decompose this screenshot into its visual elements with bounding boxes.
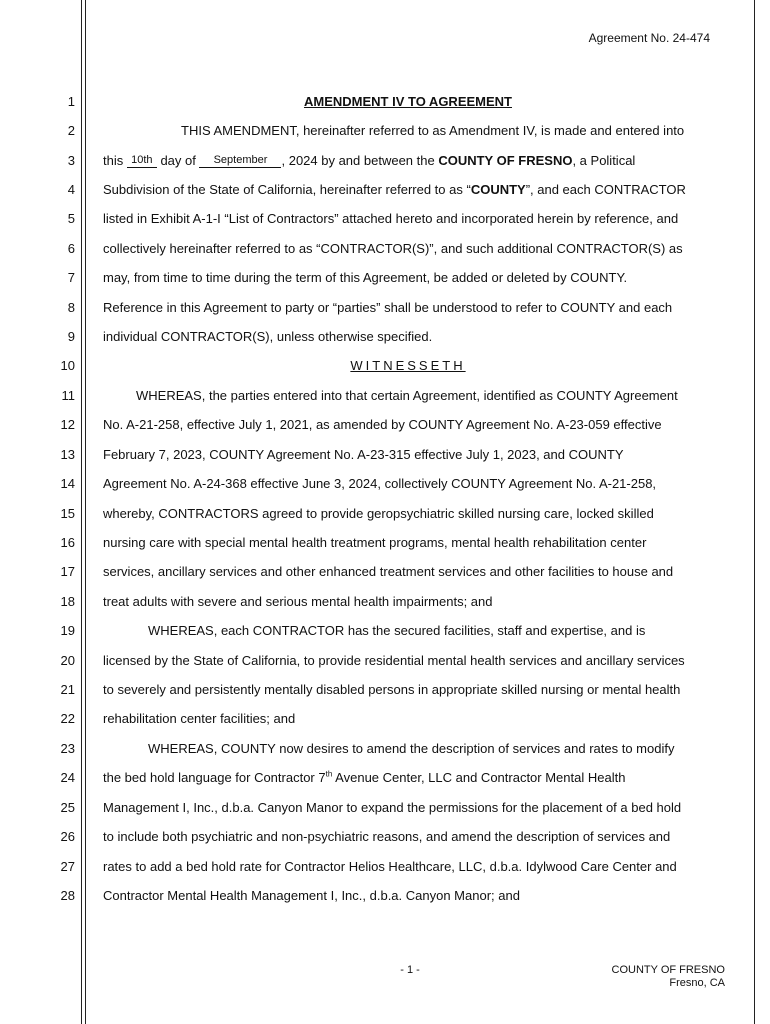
line-number: 5 — [67, 211, 75, 226]
line-number: 8 — [67, 300, 75, 315]
body-line-2: THIS AMENDMENT, hereinafter referred to as Amendment IV, is made and entered into — [181, 123, 685, 138]
body-line-17: services, ancillary services and other enhanced treatment services and other facilities to house and — [103, 564, 674, 579]
county-name: COUNTY OF FRESNO — [438, 153, 573, 168]
body-line-3: this 10th day of September , 2024 by and between the COUNTY OF FRESNO, a Political — [103, 153, 636, 168]
line-number: 20 — [60, 653, 75, 668]
body-line-8: Reference in this Agreement to party or “parties” shall be understood to refer to COUNTY and each — [103, 300, 673, 315]
line-number: 19 — [60, 623, 75, 638]
body-line-22: rehabilitation center facilities; and — [103, 711, 296, 726]
right-margin-rule — [754, 0, 755, 1024]
line-number: 2 — [67, 123, 75, 138]
body-line-28: Contractor Mental Health Management I, Inc., d.b.a. Canyon Manor; and — [103, 888, 520, 903]
body-line-13: February 7, 2023, COUNTY Agreement No. A-23-315 effective July 1, 2023, and COUNTY — [103, 447, 624, 462]
body-line-21: to severely and persistently mentally disabled persons in appropriate skilled nursing or mental health — [103, 682, 681, 697]
body-line-16: nursing care with special mental health treatment programs, mental health rehabilitation center — [103, 535, 647, 550]
line-number: 28 — [60, 888, 75, 903]
line-number: 12 — [60, 417, 75, 432]
left-margin-rule-outer — [81, 0, 82, 1024]
body-line-19: WHEREAS, each CONTRACTOR has the secured facilities, staff and expertise, and is — [148, 623, 646, 638]
body-line-9: individual CONTRACTOR(S), unless otherwise specified. — [103, 329, 433, 344]
body-line-11: WHEREAS, the parties entered into that certain Agreement, identified as COUNTY Agreement — [136, 388, 678, 403]
month-fill-field: September — [199, 154, 281, 168]
line-number: 22 — [60, 711, 75, 726]
page-number: - 1 - — [400, 964, 420, 976]
footer-county: COUNTY OF FRESNO Fresno, CA — [611, 964, 725, 989]
day-fill-field: 10th — [127, 154, 157, 168]
line-number: 6 — [67, 241, 75, 256]
body-line-24: the bed hold language for Contractor 7th Avenue Center, LLC and Contractor Mental Health — [103, 769, 626, 785]
body-line-23: WHEREAS, COUNTY now desires to amend the description of services and rates to modify — [148, 741, 675, 756]
left-margin-rule-inner — [85, 0, 86, 1024]
body-line-5: listed in Exhibit A-1-I “List of Contractors” attached hereto and incorporated herein by reference, and — [103, 211, 679, 226]
line-number: 7 — [67, 270, 75, 285]
document-title: AMENDMENT IV TO AGREEMENT — [303, 94, 512, 109]
body-line-18: treat adults with severe and serious mental health impairments; and — [103, 594, 493, 609]
agreement-number: Agreement No. 24-474 — [588, 31, 710, 45]
line-number: 16 — [60, 535, 75, 550]
line-number: 25 — [60, 800, 75, 815]
line-number: 23 — [60, 741, 75, 756]
line-number: 4 — [67, 182, 75, 197]
line-number: 9 — [67, 329, 75, 344]
line-number: 21 — [60, 682, 75, 697]
line-number: 3 — [67, 153, 75, 168]
line-number: 27 — [60, 859, 75, 874]
body-line-12: No. A-21-258, effective July 1, 2021, as amended by COUNTY Agreement No. A-23-059 effective — [103, 417, 662, 432]
line-number: 11 — [61, 388, 75, 403]
line-number: 26 — [60, 829, 75, 844]
body-line-4: Subdivision of the State of California, hereinafter referred to as “COUNTY”, and each CONTRACTOR — [103, 182, 686, 197]
line-number: 1 — [67, 94, 75, 109]
body-line-14: Agreement No. A-24-368 effective June 3, 2024, collectively COUNTY Agreement No. A-21-258, — [103, 476, 657, 491]
body-line-15: whereby, CONTRACTORS agreed to provide geropsychiatric skilled nursing care, locked skilled — [103, 506, 654, 521]
body-line-7: may, from time to time during the term of this Agreement, be added or deleted by COUNTY. — [103, 270, 628, 285]
witnesseth-heading: WITNESSETH — [350, 358, 466, 373]
line-number: 18 — [60, 594, 75, 609]
line-number: 24 — [60, 770, 75, 785]
body-line-27: rates to add a bed hold rate for Contractor Helios Healthcare, LLC, d.b.a. Idylwood Care Center and — [103, 859, 677, 874]
body-line-20: licensed by the State of California, to provide residential mental health services and ancillary services — [103, 653, 685, 668]
body-line-25: Management I, Inc., d.b.a. Canyon Manor to expand the permissions for the placement of a bed hold — [103, 800, 682, 815]
line-number: 14 — [60, 476, 75, 491]
line-number: 13 — [60, 447, 75, 462]
body-line-6: collectively hereinafter referred to as “CONTRACTOR(S)”, and such additional CONTRACTOR(S) as — [103, 241, 683, 256]
line-number: 15 — [60, 506, 75, 521]
body-line-26: to include both psychiatric and non-psychiatric reasons, and amend the description of services and — [103, 829, 671, 844]
line-number: 17 — [60, 564, 75, 579]
line-number: 10 — [60, 358, 75, 373]
